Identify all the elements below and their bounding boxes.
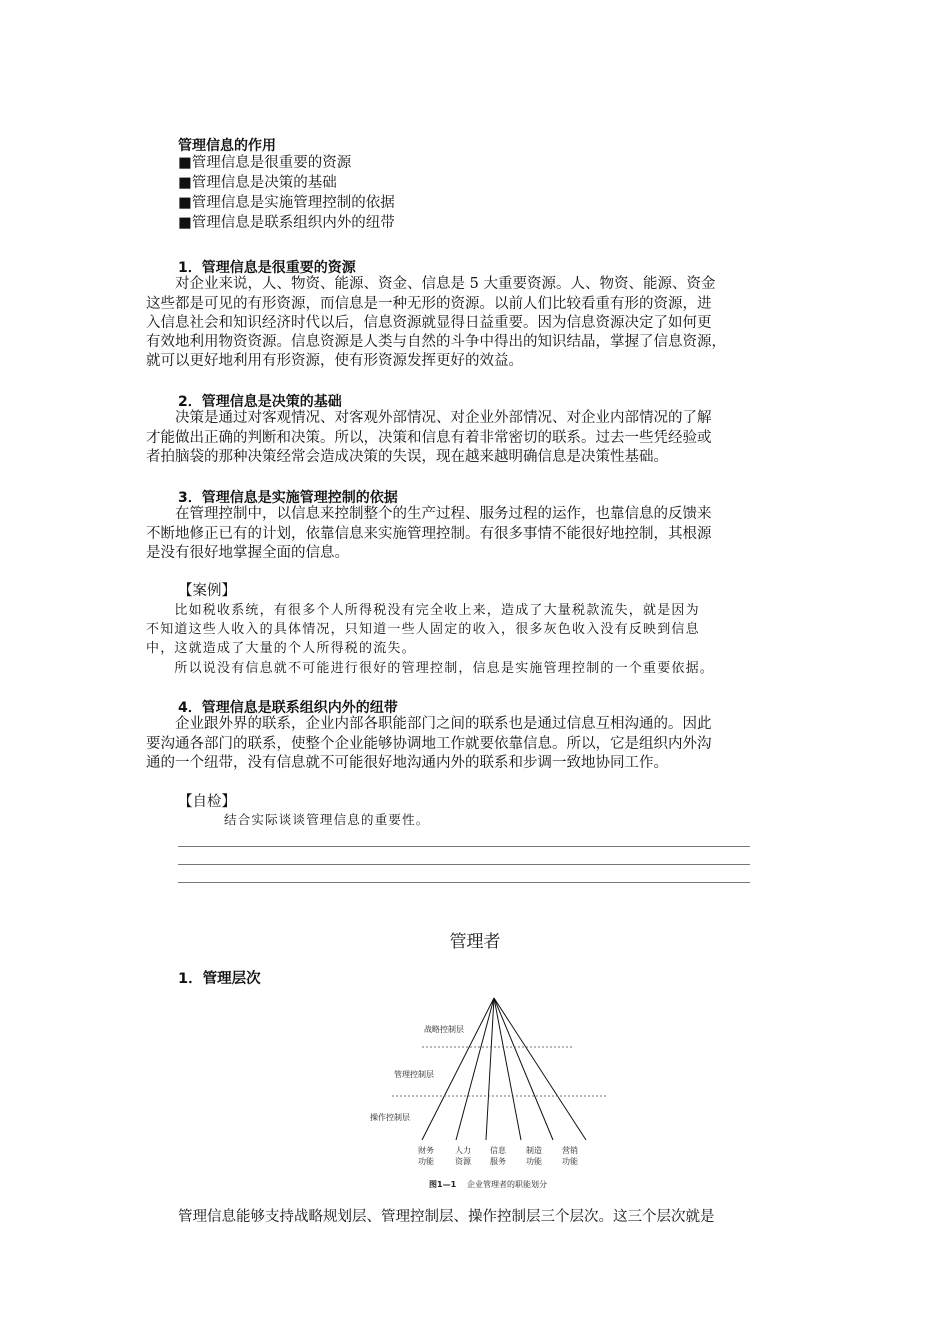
selfcheck-prompt: 结合实际谈谈管理信息的重要性。 [224, 812, 430, 827]
function-label: 营销 [562, 1146, 578, 1155]
function-label: 功能 [526, 1157, 542, 1166]
paragraph-line: 者拍脑袋的那种决策经常会造成决策的失误，现在越来越明确信息是决策性基础。 [146, 449, 668, 465]
case-line: 中，这就造成了大量的个人所得税的流失。 [146, 641, 416, 656]
answer-line [178, 846, 750, 847]
figure-caption-number: 图1—1 [429, 1180, 457, 1189]
bullet-item: ■管理信息是决策的基础 [178, 175, 337, 191]
paragraph-heading: 3．管理信息是实施管理控制的依据 [178, 490, 398, 506]
case-line: 所以说没有信息就不可能进行很好的管理控制，信息是实施管理控制的一个重要依据。 [146, 661, 715, 676]
function-label: 功能 [418, 1157, 434, 1166]
pyramid-ray [486, 998, 494, 1140]
paragraph-line: 管理信息能够支持战略规划层、管理控制层、操作控制层三个层次。这三个层次就是 [178, 1209, 715, 1225]
function-label: 资源 [455, 1157, 471, 1166]
paragraph-line: 有效地利用物资资源。信息资源是人类与自然的斗争中得出的知识结晶，掌握了信息资源， [146, 334, 726, 350]
management-pyramid-diagram [0, 990, 950, 1200]
paragraph-line: 就可以更好地利用有形资源，使有形资源发挥更好的效益。 [146, 353, 523, 369]
paragraph-heading: 2．管理信息是决策的基础 [178, 394, 342, 410]
function-label: 信息 [490, 1146, 506, 1155]
paragraph-line: 决策是通过对客观情况、对客观外部情况、对企业外部情况、对企业内部情况的了解 [146, 410, 712, 426]
paragraph-line: 是没有很好地掌握全面的信息。 [146, 545, 349, 561]
function-label: 制造 [526, 1146, 542, 1155]
paragraph-line: 这些都是可见的有形资源，而信息是一种无形的资源。以前人们比较看重有形的资源，进 [146, 296, 712, 312]
paragraph-heading: 1．管理信息是很重要的资源 [178, 260, 356, 276]
answer-line [178, 882, 750, 883]
level-label: 管理控制层 [394, 1070, 434, 1079]
figure-caption-text: 企业管理者的职能划分 [467, 1180, 547, 1189]
bullet-item: ■管理信息是联系组织内外的纽带 [178, 215, 395, 231]
subheading-management-levels: 1．管理层次 [178, 971, 261, 987]
bullet-item: ■管理信息是很重要的资源 [178, 155, 352, 171]
case-label: 【案例】 [178, 583, 236, 599]
selfcheck-label: 【自检】 [178, 794, 236, 810]
section-title-managers: 管理者 [449, 932, 501, 952]
section-title: 管理信息的作用 [178, 138, 276, 154]
pyramid-ray [494, 998, 553, 1140]
function-label: 服务 [490, 1157, 506, 1166]
pyramid-left-edge [422, 998, 494, 1140]
paragraph-line: 要沟通各部门的联系，使整个企业能够协调地工作就要依靠信息。所以，它是组织内外沟 [146, 736, 712, 752]
function-label: 人力 [455, 1146, 471, 1155]
case-line: 比如税收系统，有很多个人所得税没有完全收上来，造成了大量税款流失，就是因为 [146, 603, 700, 618]
paragraph-line: 企业跟外界的联系，企业内部各职能部门之间的联系也是通过信息互相沟通的。因此 [146, 716, 712, 732]
function-label: 财务 [418, 1146, 434, 1155]
answer-line [178, 864, 750, 865]
case-line: 不知道这些人收入的具体情况，只知道一些人固定的收入，很多灰色收入没有反映到信息 [146, 622, 700, 637]
bullet-item: ■管理信息是实施管理控制的依据 [178, 195, 395, 211]
paragraph-line: 才能做出正确的判断和决策。所以，决策和信息有着非常密切的联系。过去一些凭经验或 [146, 430, 712, 446]
level-label: 战略控制层 [424, 1025, 464, 1034]
level-label: 操作控制层 [370, 1113, 410, 1122]
paragraph-line: 通的一个纽带，没有信息就不可能很好地沟通内外的联系和步调一致地协同工作。 [146, 755, 668, 771]
paragraph-line: 入信息社会和知识经济时代以后，信息资源就显得日益重要。因为信息资源决定了如何更 [146, 315, 712, 331]
pyramid-ray [456, 998, 494, 1140]
paragraph-line: 在管理控制中，以信息来控制整个的生产过程、服务过程的运作，也靠信息的反馈来 [146, 506, 712, 522]
paragraph-heading: 4．管理信息是联系组织内外的纽带 [178, 700, 398, 716]
paragraph-line: 不断地修正已有的计划，依靠信息来实施管理控制。有很多事情不能很好地控制，其根源 [146, 526, 712, 542]
paragraph-line: 对企业来说，人、物资、能源、资金、信息是 5 大重要资源。人、物资、能源、资金 [146, 276, 716, 292]
function-label: 功能 [562, 1157, 578, 1166]
